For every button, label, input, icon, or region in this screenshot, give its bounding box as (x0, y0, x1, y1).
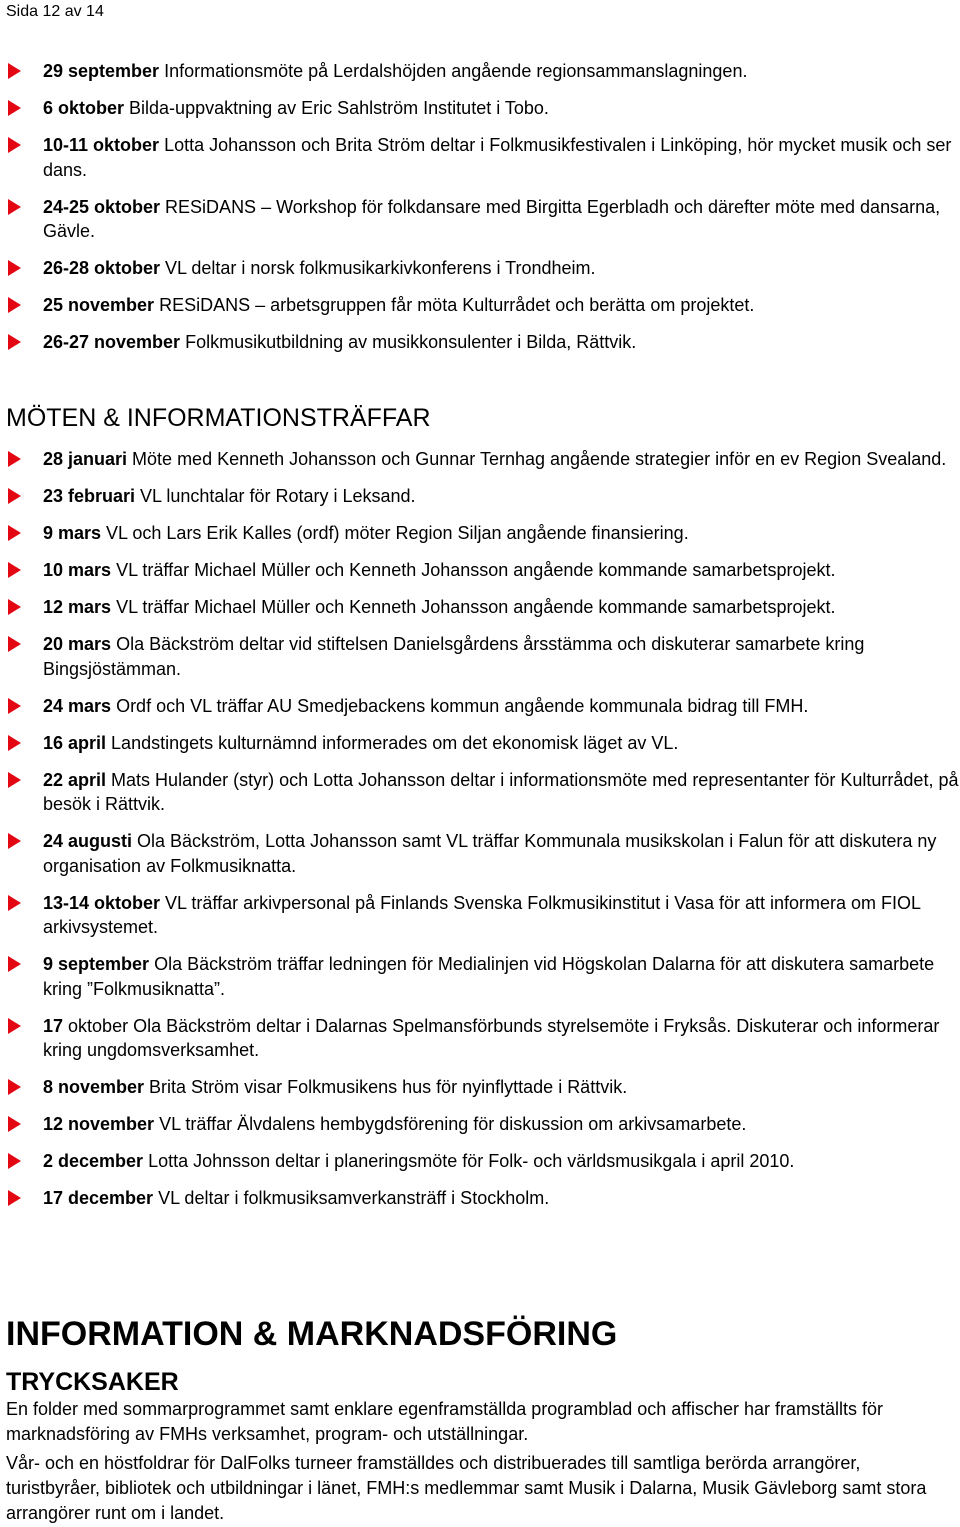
triangle-bullet-icon (8, 636, 21, 652)
list-item (0, 195, 960, 244)
item-text: RESiDANS – arbetsgruppen får möta Kulturrådet och berätta om projektet. (154, 295, 755, 315)
item-date: 12 november (43, 1114, 155, 1134)
section-heading-meetings: MÖTEN & INFORMATIONSTRÄFFAR (6, 404, 431, 432)
list-item (0, 330, 960, 355)
list-item (0, 731, 960, 756)
item-text: RESiDANS – Workshop för folkdansare med Birgitta Egerbladh och därefter möte med dansarna, Gävle. (43, 196, 941, 241)
item-date: 24 mars (43, 695, 112, 716)
item-date: 13-14 oktober (43, 892, 161, 913)
item-text: Lotta Johansson och Brita Ström deltar i Folkmusikfestivalen i Linköping, hör mycket musik och ser dans. (43, 135, 952, 180)
subheading-trycksaker: TRYCKSAKER (6, 1368, 179, 1396)
item-text: Landstingets kulturnämnd informerades om det ekonomisk läget av VL. (106, 732, 679, 753)
item-date: 10 mars (43, 560, 112, 580)
triangle-bullet-icon (8, 199, 21, 215)
item-text: VL träffar Michael Müller och Kenneth Johansson angående kommande samarbetsprojekt. (111, 560, 836, 580)
item-text: VL träffar Älvdalens hembygdsförening för diskussion om arkivsamarbete. (154, 1114, 747, 1134)
section-heading-information: INFORMATION & MARKNADSFÖRING (6, 1315, 618, 1353)
list-item (0, 1149, 960, 1174)
item-text: VL träffar Michael Müller och Kenneth Johansson angående kommande samarbetsprojekt. (111, 597, 836, 617)
item-text: Ola Bäckström, Lotta Johansson samt VL träffar Kommunala musikskolan i Falun för att diskutera ny organisation av Folkmusiknatta. (43, 831, 937, 876)
list-item (0, 293, 960, 318)
triangle-bullet-icon (8, 698, 21, 714)
item-date: 6 oktober (43, 98, 125, 118)
item-date: 26-27 november (43, 332, 181, 352)
triangle-bullet-icon (8, 895, 21, 911)
list-item (0, 1186, 960, 1211)
paragraph: Vår- och en höstfoldrar för DalFolks turneer framställdes och distribuerades till samtliga berörda arrangörer, turistbyråer, bibliotek och utbildningar i länet, FMH:s medlemmar samt Musik i Dalarna, Musik Gävleborg samt stora arrangörer runt om i landet. (6, 1453, 927, 1523)
item-date: 16 april (43, 732, 107, 753)
item-date: 12 mars (43, 597, 112, 617)
item-text: Möte med Kenneth Johansson och Gunnar Ternhag angående strategier inför en ev Region Svealand. (127, 449, 947, 469)
item-date: 10-11 oktober (43, 135, 160, 155)
triangle-bullet-icon (8, 1190, 21, 1206)
list-item (0, 447, 960, 472)
list-item (0, 59, 960, 84)
triangle-bullet-icon (8, 63, 21, 79)
item-date: 24-25 oktober (43, 196, 161, 217)
item-date: 22 april (43, 769, 107, 790)
triangle-bullet-icon (8, 1153, 21, 1169)
item-text: VL och Lars Erik Kalles (ordf) möter Region Siljan angående finansiering. (101, 523, 689, 543)
item-date: 26-28 oktober (43, 258, 161, 278)
triangle-bullet-icon (8, 100, 21, 116)
triangle-bullet-icon (8, 297, 21, 313)
triangle-bullet-icon (8, 735, 21, 751)
item-text: Ola Bäckström deltar vid stiftelsen Danielsgårdens årsstämma och diskuterar samarbete kring Bingsjöstämman. (43, 634, 865, 679)
item-text: Mats Hulander (styr) och Lotta Johansson deltar i informationsmöte med representanter för Kulturrådet, på besök i Rättvik. (43, 769, 959, 814)
triangle-bullet-icon (8, 488, 21, 504)
triangle-bullet-icon (8, 956, 21, 972)
triangle-bullet-icon (8, 451, 21, 467)
item-text: VL deltar i norsk folkmusikarkivkonferens i Trondheim. (160, 258, 596, 278)
item-date: 23 februari (43, 486, 136, 506)
triangle-bullet-icon (8, 260, 21, 276)
triangle-bullet-icon (8, 599, 21, 615)
item-date: 17 (43, 1015, 64, 1036)
list-item (0, 952, 960, 1001)
item-text: Folkmusikutbildning av musikkonsulenter i Bilda, Rättvik. (180, 332, 637, 352)
item-date: 17 december (43, 1188, 154, 1208)
list-item (0, 1014, 960, 1063)
item-text: oktober Ola Bäckström deltar i Dalarnas Spelmansförbunds styrelsemöte i Fryksås. Diskuterar och informerar kring ungdomsverksamhet. (43, 1015, 940, 1060)
list-item (0, 558, 960, 583)
list-item (0, 595, 960, 620)
triangle-bullet-icon (8, 772, 21, 788)
list-item (0, 133, 960, 182)
triangle-bullet-icon (8, 334, 21, 350)
triangle-bullet-icon (8, 525, 21, 541)
item-date: 25 november (43, 295, 155, 315)
meetings-list (0, 447, 960, 1223)
list-item (0, 891, 960, 940)
list-item (0, 1075, 960, 1100)
item-text: Bilda-uppvaktning av Eric Sahlström Institutet i Tobo. (124, 98, 549, 118)
page-number: Sida 12 av 14 (6, 3, 104, 20)
item-text: VL träffar arkivpersonal på Finlands Svenska Folkmusikinstitut i Vasa för att informera om FIOL arkivsystemet. (43, 892, 921, 937)
triangle-bullet-icon (8, 1079, 21, 1095)
triangle-bullet-icon (8, 833, 21, 849)
list-item (0, 521, 960, 546)
paragraph: En folder med sommarprogrammet samt enklare egenframställda programblad och affischer har framställts för marknadsföring av FMHs verksamhet, program- och utställningar. (6, 1399, 884, 1444)
item-text: VL deltar i folkmusiksamverkansträff i Stockholm. (153, 1188, 550, 1208)
list-item (0, 484, 960, 509)
item-date: 8 november (43, 1077, 145, 1097)
item-date: 9 september (43, 954, 150, 974)
item-text: Brita Ström visar Folkmusikens hus för nyinflyttade i Rättvik. (144, 1077, 628, 1097)
events-list (0, 59, 960, 367)
list-item (0, 829, 960, 878)
list-item (0, 256, 960, 281)
item-text: Ordf och VL träffar AU Smedjebackens kommun angående kommunala bidrag till FMH. (111, 695, 809, 716)
list-item (0, 694, 960, 719)
item-text: Informationsmöte på Lerdalshöjden angående regionsammanslagningen. (159, 61, 748, 81)
item-date: 2 december (43, 1151, 144, 1171)
item-date: 28 januari (43, 449, 128, 469)
list-item (0, 632, 960, 681)
triangle-bullet-icon (8, 1116, 21, 1132)
item-text: VL lunchtalar för Rotary i Leksand. (135, 486, 416, 506)
item-text: Ola Bäckström träffar ledningen för Medialinjen vid Högskolan Dalarna för att diskutera samarbete kring ”Folkmusiknatta”. (43, 954, 935, 999)
triangle-bullet-icon (8, 137, 21, 153)
triangle-bullet-icon (8, 562, 21, 578)
item-date: 20 mars (43, 634, 112, 654)
item-date: 9 mars (43, 523, 102, 543)
list-item (0, 1112, 960, 1137)
triangle-bullet-icon (8, 1018, 21, 1034)
list-item (0, 768, 960, 817)
item-date: 29 september (43, 61, 160, 81)
list-item (0, 96, 960, 121)
item-date: 24 augusti (43, 831, 133, 851)
item-text: Lotta Johnsson deltar i planeringsmöte för Folk- och världsmusikgala i april 2010. (143, 1151, 795, 1171)
